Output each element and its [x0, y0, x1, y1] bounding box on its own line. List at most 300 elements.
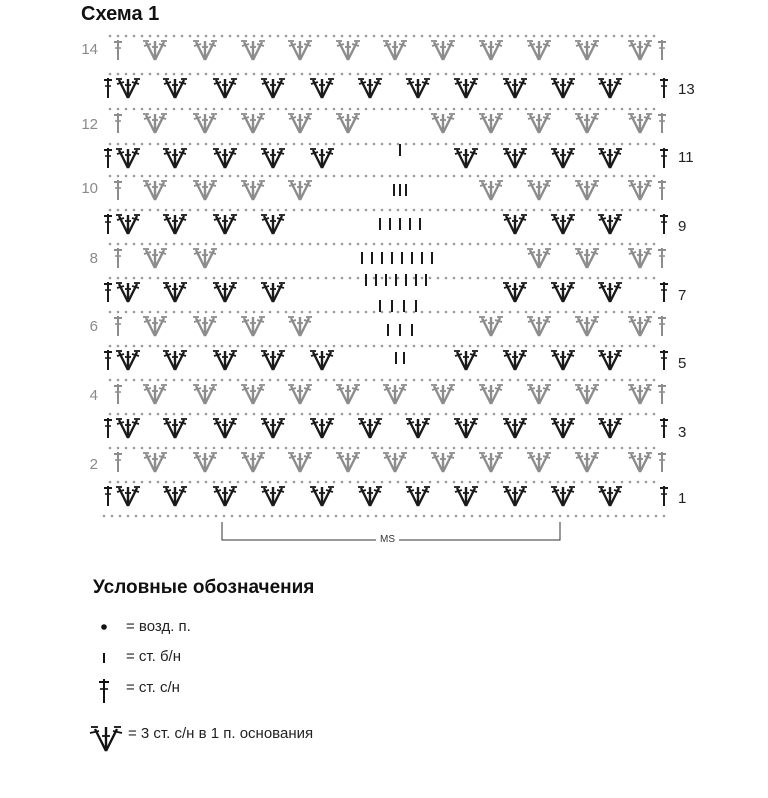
shell-stitch-odd	[406, 487, 430, 506]
chain-dot	[117, 413, 120, 416]
chain-dot	[485, 243, 488, 246]
chain-dot	[437, 277, 440, 280]
chain-dot	[317, 413, 320, 416]
shell-stitch-odd	[551, 419, 575, 438]
chain-dot	[133, 209, 136, 212]
chain-dot	[117, 379, 120, 382]
chain-dot	[549, 379, 552, 382]
chain-dot	[629, 73, 632, 76]
chain-dot	[317, 379, 320, 382]
chain-dot	[213, 108, 216, 111]
chain-dot	[149, 35, 152, 38]
chain-dot	[357, 108, 360, 111]
shell-stitch-even	[241, 317, 265, 336]
shell-stitch-even	[575, 385, 599, 404]
chain-dot	[501, 243, 504, 246]
chain-dot	[109, 209, 112, 212]
chain-dot	[229, 243, 232, 246]
chain-dot	[221, 413, 224, 416]
edge-double-crochet	[660, 350, 668, 370]
chain-dot	[373, 481, 376, 484]
chain-dot	[455, 515, 458, 518]
chain-dot	[357, 209, 360, 212]
chain-dot	[453, 35, 456, 38]
chain-dot	[197, 447, 200, 450]
chain-dot	[431, 515, 434, 518]
chain-dot	[149, 73, 152, 76]
chain-dot	[525, 108, 528, 111]
chain-dot	[319, 515, 322, 518]
chain-dot	[597, 311, 600, 314]
chain-dot	[453, 243, 456, 246]
chain-dot	[157, 243, 160, 246]
chain-dot	[589, 277, 592, 280]
chain-dot	[575, 515, 578, 518]
chain-dot	[629, 311, 632, 314]
chain-dot	[165, 447, 168, 450]
chain-dot	[389, 413, 392, 416]
row-number-6: 6	[89, 318, 98, 335]
chain-dot	[389, 379, 392, 382]
chain-dot	[645, 345, 648, 348]
chain-dot	[525, 209, 528, 212]
chain-dot	[341, 447, 344, 450]
edge-double-crochet	[104, 486, 112, 506]
chain-dot	[109, 243, 112, 246]
chain-dot	[517, 379, 520, 382]
chain-dot	[493, 35, 496, 38]
chain-dot	[309, 277, 312, 280]
chain-dot	[229, 481, 232, 484]
chain-dot	[389, 73, 392, 76]
chain-dot	[517, 73, 520, 76]
chain-dot	[317, 311, 320, 314]
chain-dot	[269, 175, 272, 178]
chain-dot	[549, 277, 552, 280]
shell-stitch-odd	[163, 487, 187, 506]
chain-dot	[349, 277, 352, 280]
chain-dot	[413, 345, 416, 348]
shell-stitch-even	[431, 41, 455, 60]
chain-dot	[445, 175, 448, 178]
chain-dot	[301, 209, 304, 212]
chain-dot	[557, 35, 560, 38]
chain-dot	[429, 447, 432, 450]
chain-dot	[637, 73, 640, 76]
chain-dot	[189, 175, 192, 178]
chain-dot	[421, 345, 424, 348]
chain-dot	[549, 481, 552, 484]
chain-dot	[317, 73, 320, 76]
chain-dot	[141, 209, 144, 212]
chain-dot	[205, 143, 208, 146]
chain-dot	[103, 515, 106, 518]
chain-dot	[653, 277, 656, 280]
chain-dot	[237, 175, 240, 178]
chain-dot	[413, 413, 416, 416]
chain-dot	[565, 209, 568, 212]
chain-dot	[341, 311, 344, 314]
chain-dot	[645, 413, 648, 416]
chain-dot	[549, 209, 552, 212]
chain-dot	[557, 175, 560, 178]
chain-dot	[645, 108, 648, 111]
chain-dot	[237, 108, 240, 111]
chain-dot	[533, 277, 536, 280]
chain-dot	[469, 35, 472, 38]
chain-dot	[581, 447, 584, 450]
chain-dot	[125, 481, 128, 484]
chain-dot	[621, 379, 624, 382]
chain-dot	[189, 73, 192, 76]
shell-stitch-even	[241, 385, 265, 404]
chain-dot	[437, 143, 440, 146]
chain-dot	[485, 175, 488, 178]
shell-stitch-odd	[454, 149, 478, 168]
shell-stitch-odd	[454, 351, 478, 370]
chain-dot	[205, 481, 208, 484]
chain-dot	[613, 108, 616, 111]
chain-dot	[117, 243, 120, 246]
chain-dot	[181, 209, 184, 212]
chain-dot	[373, 345, 376, 348]
chain-dot	[349, 345, 352, 348]
chain-dot	[373, 379, 376, 382]
chain-dot	[557, 379, 560, 382]
chain-dot	[309, 209, 312, 212]
chain-dot	[237, 481, 240, 484]
chain-dot	[367, 515, 370, 518]
chain-dot	[317, 243, 320, 246]
chain-dot	[317, 277, 320, 280]
chain-dot	[613, 345, 616, 348]
chain-dot	[357, 481, 360, 484]
chain-dot	[165, 175, 168, 178]
chain-dot	[357, 311, 360, 314]
chain-dot	[541, 73, 544, 76]
chain-dot	[557, 209, 560, 212]
shell-stitch-even	[479, 181, 503, 200]
chain-dot	[365, 481, 368, 484]
chain-dot	[469, 175, 472, 178]
chain-dot	[429, 243, 432, 246]
chain-dot	[613, 209, 616, 212]
row-number-2: 2	[89, 456, 98, 473]
chain-dot	[253, 73, 256, 76]
chain-dot	[389, 277, 392, 280]
chain-dot	[125, 73, 128, 76]
chain-dot	[581, 243, 584, 246]
chain-dot	[125, 413, 128, 416]
diagram-title: Схема 1	[81, 3, 160, 25]
chain-dot	[181, 277, 184, 280]
chain-dot	[245, 277, 248, 280]
chain-dot	[261, 143, 264, 146]
chain-dot	[463, 515, 466, 518]
chain-dot	[213, 175, 216, 178]
chain-dot	[117, 277, 120, 280]
shell-stitch-even	[479, 114, 503, 133]
chain-dot	[405, 175, 408, 178]
chain-dot	[461, 311, 464, 314]
chain-dot	[637, 345, 640, 348]
chain-dot	[359, 515, 362, 518]
chain-dot	[223, 515, 226, 518]
chain-dot	[149, 481, 152, 484]
chain-dot	[557, 108, 560, 111]
shell-stitch-odd	[503, 419, 527, 438]
shell-stitch-odd	[358, 79, 382, 98]
shell-stitch-even	[143, 41, 167, 60]
chain-dot	[397, 35, 400, 38]
chain-dot	[613, 35, 616, 38]
shell-stitch-even	[193, 317, 217, 336]
chain-dot	[565, 175, 568, 178]
chain-dot	[397, 379, 400, 382]
shell-stitch-odd	[598, 487, 622, 506]
chain-dot	[621, 481, 624, 484]
chain-dot	[509, 143, 512, 146]
chain-dot	[229, 175, 232, 178]
chain-dot	[501, 311, 504, 314]
chain-dot	[365, 243, 368, 246]
chain-dot	[541, 345, 544, 348]
chain-dot	[149, 345, 152, 348]
chain-dot	[621, 35, 624, 38]
chain-dot	[221, 345, 224, 348]
chain-dot	[557, 481, 560, 484]
chain-dot	[325, 413, 328, 416]
chain-dot	[309, 243, 312, 246]
shell-stitch-odd	[261, 79, 285, 98]
chain-dot	[341, 73, 344, 76]
chain-dot	[165, 209, 168, 212]
chain-dot	[293, 143, 296, 146]
row-number-7: 7	[678, 287, 687, 304]
chain-dot	[365, 345, 368, 348]
chain-dot	[221, 35, 224, 38]
shell-stitch-odd	[454, 487, 478, 506]
chain-dot	[581, 311, 584, 314]
chain-dot	[645, 243, 648, 246]
chain-dot	[607, 515, 610, 518]
chain-dot	[397, 345, 400, 348]
chain-dot	[205, 209, 208, 212]
chain-dot	[581, 481, 584, 484]
chain-dot	[581, 143, 584, 146]
chain-dot	[509, 277, 512, 280]
edge-double-crochet	[658, 384, 666, 404]
chain-dot	[117, 209, 120, 212]
chain-dot	[645, 379, 648, 382]
shell-stitch-even	[527, 385, 551, 404]
chain-dot	[253, 35, 256, 38]
chain-dot	[173, 481, 176, 484]
chain-dot	[621, 447, 624, 450]
edge-double-crochet	[658, 316, 666, 336]
chain-dot	[445, 143, 448, 146]
shell-stitch-odd	[503, 149, 527, 168]
chain-dot	[173, 311, 176, 314]
chain-dot	[485, 209, 488, 212]
chain-dot	[413, 379, 416, 382]
chain-dot	[557, 73, 560, 76]
shell-stitch-even	[527, 114, 551, 133]
chain-dot	[317, 108, 320, 111]
chain-dot	[565, 481, 568, 484]
shell-stitch-even	[143, 249, 167, 268]
chain-dot	[613, 175, 616, 178]
chain-dot	[543, 515, 546, 518]
chain-dot	[629, 277, 632, 280]
chain-dot	[605, 379, 608, 382]
chain-dot	[325, 311, 328, 314]
chain-dot	[565, 277, 568, 280]
chain-dot	[589, 175, 592, 178]
chain-dot	[117, 311, 120, 314]
shell-stitch-odd	[358, 419, 382, 438]
chain-dot	[365, 175, 368, 178]
chain-dot	[653, 345, 656, 348]
chain-dot	[181, 243, 184, 246]
chain-dot	[581, 108, 584, 111]
chain-dot	[261, 345, 264, 348]
chain-dot	[613, 277, 616, 280]
chain-dot	[109, 311, 112, 314]
chain-dot	[181, 447, 184, 450]
chain-dot	[429, 277, 432, 280]
chain-dot	[253, 175, 256, 178]
shell-stitch-odd	[116, 149, 140, 168]
chain-dot	[405, 243, 408, 246]
chain-dot	[573, 379, 576, 382]
chain-dot	[117, 175, 120, 178]
chain-dot	[237, 345, 240, 348]
chain-dot	[237, 35, 240, 38]
chain-dot	[421, 447, 424, 450]
chain-dot	[629, 379, 632, 382]
chain-dot	[421, 311, 424, 314]
chain-dot	[245, 243, 248, 246]
chain-dot	[437, 447, 440, 450]
chain-dot	[501, 379, 504, 382]
chain-dot	[213, 243, 216, 246]
chain-dot	[245, 413, 248, 416]
chain-dot	[165, 481, 168, 484]
chain-dot	[485, 345, 488, 348]
chain-dot	[381, 379, 384, 382]
chain-dot	[341, 481, 344, 484]
chain-dot	[549, 243, 552, 246]
shell-stitch-odd	[261, 487, 285, 506]
chain-dot	[373, 175, 376, 178]
shell-stitch-even	[431, 453, 455, 472]
chain-dot	[599, 515, 602, 518]
chain-dot	[277, 311, 280, 314]
chain-dot	[221, 447, 224, 450]
chain-dot	[173, 73, 176, 76]
chain-dot	[109, 175, 112, 178]
edge-double-crochet	[114, 248, 122, 268]
chain-dot	[413, 243, 416, 246]
chain-dot	[645, 311, 648, 314]
chain-dot	[277, 108, 280, 111]
chain-dot	[317, 175, 320, 178]
shell-stitch-odd	[163, 351, 187, 370]
chain-dot	[325, 73, 328, 76]
row-number-9: 9	[678, 218, 687, 235]
chain-dot	[397, 481, 400, 484]
chain-dot	[325, 277, 328, 280]
chain-dot	[157, 277, 160, 280]
chain-dot	[485, 277, 488, 280]
chain-dot	[309, 481, 312, 484]
chain-dot	[421, 73, 424, 76]
chain-dot	[141, 413, 144, 416]
chain-dot	[501, 35, 504, 38]
chain-dot	[589, 311, 592, 314]
chain-dot	[645, 481, 648, 484]
chain-dot	[285, 108, 288, 111]
chain-dot	[533, 175, 536, 178]
chain-dot	[445, 243, 448, 246]
chain-dot	[133, 108, 136, 111]
chain-dot	[125, 447, 128, 450]
chain-dot	[517, 35, 520, 38]
shell-stitch-odd	[163, 149, 187, 168]
chain-dot	[629, 447, 632, 450]
chain-dot	[373, 413, 376, 416]
chain-dot	[173, 35, 176, 38]
chain-dot	[421, 481, 424, 484]
chain-dot	[117, 481, 120, 484]
chain-dot	[293, 35, 296, 38]
chain-dot	[357, 35, 360, 38]
chain-dot	[317, 35, 320, 38]
chain-dot	[461, 175, 464, 178]
shell-stitch-even	[527, 317, 551, 336]
shell-stitch-odd	[598, 283, 622, 302]
chain-dot	[663, 515, 666, 518]
shell-stitch-odd	[116, 215, 140, 234]
chain-dot	[517, 108, 520, 111]
shell-stitch-even	[527, 249, 551, 268]
chain-dot	[213, 277, 216, 280]
chain-dot	[469, 379, 472, 382]
chain-dot	[261, 413, 264, 416]
chain-dot	[205, 447, 208, 450]
shell-stitch-odd	[261, 419, 285, 438]
chain-dot	[197, 277, 200, 280]
chain-dot	[533, 379, 536, 382]
chain-dot	[565, 243, 568, 246]
chain-dot	[413, 311, 416, 314]
chain-dot	[573, 345, 576, 348]
row-number-4: 4	[89, 387, 98, 404]
chain-dot	[373, 35, 376, 38]
chain-dot	[653, 379, 656, 382]
edge-double-crochet	[114, 316, 122, 336]
chain-dot	[501, 345, 504, 348]
chain-dot	[389, 481, 392, 484]
chain-dot	[533, 447, 536, 450]
chain-dot	[109, 143, 112, 146]
chain-dot	[501, 481, 504, 484]
chain-dot	[445, 379, 448, 382]
chain-dot	[165, 413, 168, 416]
chain-dot	[429, 379, 432, 382]
chain-dot	[245, 73, 248, 76]
